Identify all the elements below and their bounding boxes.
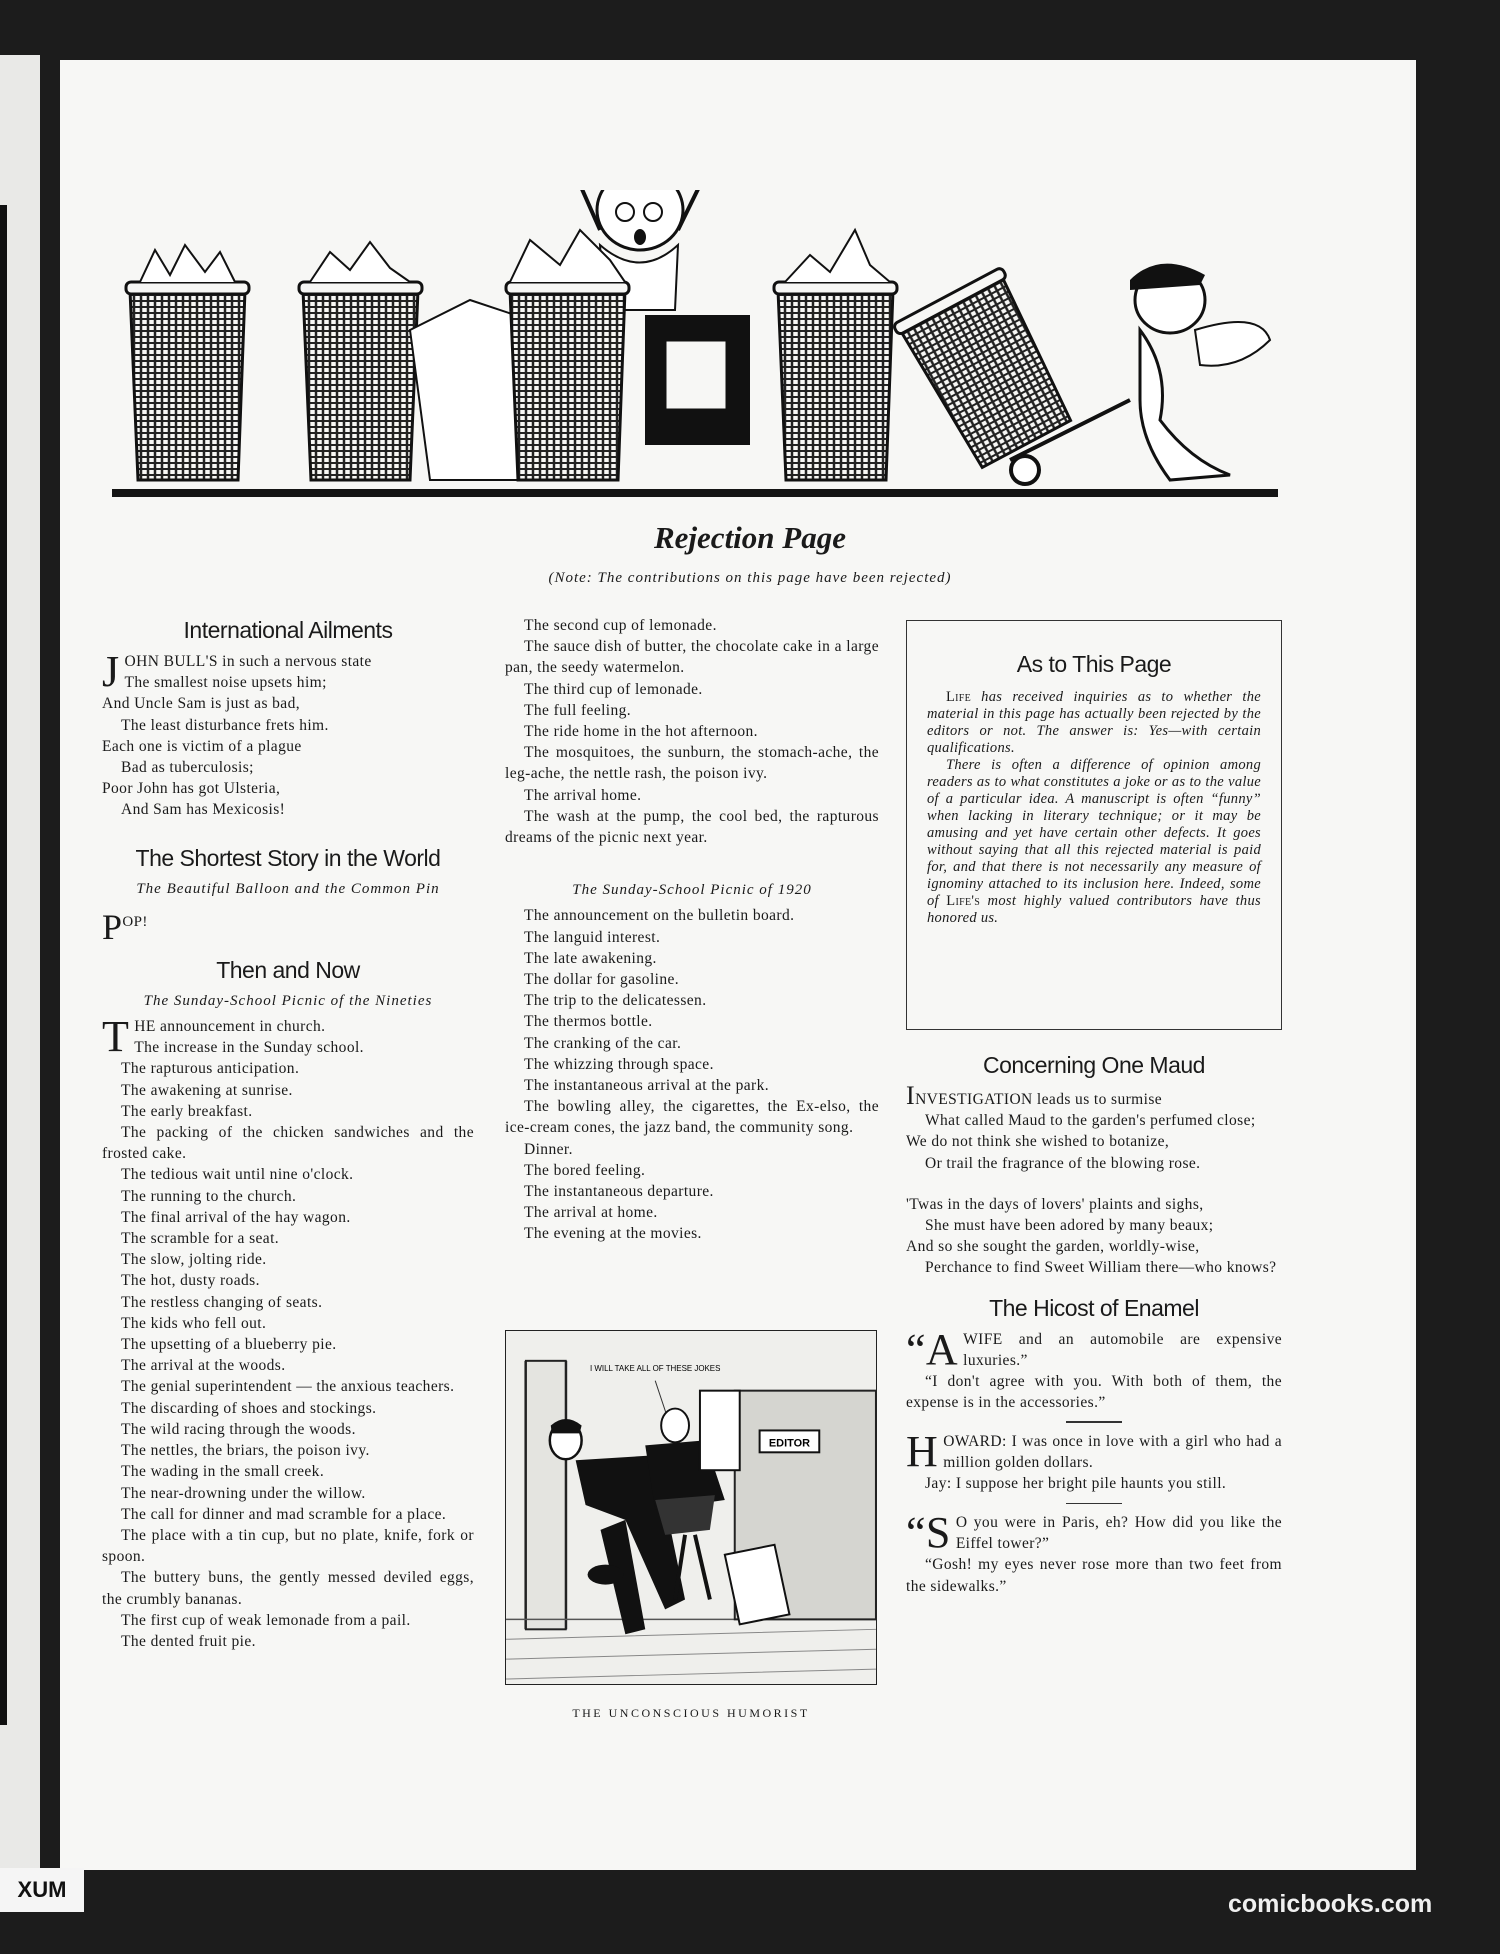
verse-line: 'Twas in the days of lovers' plaints and sighs,: [906, 1195, 1204, 1213]
list-item: The final arrival of the hay wagon.: [121, 1208, 351, 1226]
list-item: The third cup of lemonade.: [524, 680, 703, 698]
joke-3-reply: “Gosh! my eyes never rose more than two feet from the sidewalks.”: [906, 1556, 1282, 1595]
header-rule: [112, 489, 1278, 497]
as-to-this-page-box: [906, 620, 1282, 1030]
maud-stanza-1: [906, 1110, 1282, 1174]
column-3-lower: [906, 1050, 1282, 1597]
page-spine-shadow: [0, 205, 7, 1725]
verse-line: The smallest noise upsets him;: [124, 674, 327, 692]
list-item: The ride home in the hot afternoon.: [524, 723, 758, 741]
maud-first-line: INVESTIGATION leads us to surmise: [906, 1081, 1163, 1110]
list-item: The mosquitoes, the sunburn, the stomach-ache, the leg-ache, the nettle rash, the poison ivy.: [505, 744, 879, 783]
divider: [1066, 1503, 1122, 1505]
wastebasket-4: [774, 230, 897, 480]
list-item: The restless changing of seats.: [121, 1293, 323, 1311]
heading-concerning-one-maud: Concerning One Maud: [983, 1052, 1205, 1078]
list-item: The scramble for a seat.: [121, 1230, 280, 1248]
list-item: The dented fruit pie.: [121, 1632, 256, 1650]
list-item: The slow, jolting ride.: [121, 1251, 267, 1269]
speech-text: I WILL TAKE ALL OF THESE JOKES: [589, 1363, 721, 1373]
picnic-1920-list: [505, 905, 879, 1244]
list-item: The call for dinner and mad scramble for a place.: [121, 1505, 447, 1523]
divider: [1066, 1421, 1122, 1423]
heading-then-and-now: Then and Now: [216, 956, 360, 983]
list-item: The packing of the chicken sandwiches and the frosted cake.: [102, 1124, 474, 1163]
list-item: The first cup of weak lemonade from a pail.: [121, 1611, 411, 1629]
verse-line: We do not think she wished to botanize,: [906, 1133, 1170, 1151]
list-item: The hot, dusty roads.: [121, 1272, 260, 1290]
heading-shortest-story: The Shortest Story in the World: [135, 844, 441, 871]
verse-line: Bad as tuberculosis;: [121, 759, 254, 777]
list-item: The discarding of shoes and stockings.: [121, 1399, 377, 1417]
verse-line: And Uncle Sam is just as bad,: [102, 695, 301, 713]
shortest-story-text: $P^{OP!}$: [102, 906, 148, 947]
then-now-list-continued: [505, 615, 879, 848]
column-1: [102, 615, 474, 1652]
wastebasket-1: [126, 245, 249, 480]
verse-line: And so she sought the garden, worldly-wise,: [906, 1238, 1200, 1256]
heading-international-ailments: International Ailments: [183, 617, 393, 643]
heading-as-to-this-page: As to This Page: [1016, 651, 1172, 677]
list-item: The running to the church.: [121, 1187, 297, 1205]
cartoon-caption: THE UNCONSCIOUS HUMORIST: [572, 1706, 810, 1720]
list-item: The late awakening.: [524, 949, 657, 967]
list-item: The upsetting of a blueberry pie.: [121, 1336, 337, 1354]
list-item: The trip to the delicatessen.: [524, 992, 707, 1010]
list-item: The wild racing through the woods.: [121, 1420, 356, 1438]
joke-3: “S O you were in Paris, eh? How did you like the Eiffel tower?”: [906, 1508, 1282, 1558]
dropcap: J: [102, 647, 120, 696]
list-item: The rapturous anticipation.: [121, 1060, 300, 1078]
verse-line: And Sam has Mexicosis!: [121, 801, 286, 819]
list-item: The nettles, the briars, the poison ivy.: [121, 1442, 370, 1460]
wastebasket-cupids-illustration: [110, 190, 1280, 500]
list-item: The tedious wait until nine o'clock.: [121, 1166, 354, 1184]
unconscious-humorist-cartoon: [505, 1330, 877, 1685]
list-item: The bowling alley, the cigarettes, the Ex-elso, the ice-cream cones, the jazz band, the community song.: [505, 1098, 879, 1137]
joke-2-reply: Jay: I suppose her bright pile haunts you still.: [925, 1475, 1227, 1493]
ailments-first-line: JOHN BULL'S in such a nervous state: [102, 647, 372, 696]
watermark: comicbooks.com: [1228, 1890, 1433, 1918]
list-item: The whizzing through space.: [524, 1055, 714, 1073]
verse-line: She must have been adored by many beaux;: [925, 1217, 1214, 1235]
as-to-this-page-text: Life has received inquiries as to whether the material in this page has actually been rejected by the editors or not. The answer is: Yes—with certain qualifications. There is often a difference of opinion among readers as to what constitutes a joke or as to the value of a particular idea. A manuscript is often “funny” when lacking in literary technique; or it may be amusing and yet have certain other defects. It goes without saying that all this rejected material is paid for, and that there is not necessarily any measure of ignominy attached to its inclusion here. Indeed, some of Life's most highly valued contributors have thus honored us.: [927, 689, 1261, 926]
joke-2: HOWARD: I was once in love with a girl who had a million golden dollars.: [906, 1426, 1282, 1476]
list-item: The arrival home.: [524, 786, 642, 804]
then-and-now-subtitle: The Sunday-School Picnic of the Nineties: [143, 992, 433, 1009]
verse-line: Or trail the fragrance of the blowing rose.: [925, 1154, 1201, 1172]
list-item: The awakening at sunrise.: [121, 1081, 293, 1099]
verse-line: Poor John has got Ulsteria,: [102, 780, 281, 798]
list-item: The arrival at home.: [524, 1204, 658, 1222]
list-item: The sauce dish of butter, the chocolate cake in a large pan, the seedy watermelon.: [505, 638, 879, 677]
verse-line: Each one is victim of a plague: [102, 737, 302, 755]
list-item: The wash at the pump, the cool bed, the rapturous dreams of the picnic next year.: [505, 807, 879, 847]
picnic-1920-subtitle: The Sunday-School Picnic of 1920: [572, 882, 812, 899]
wastebasket-3: [506, 230, 629, 480]
verse-line: What called Maud to the garden's perfumed close;: [925, 1112, 1256, 1130]
list-item: The cranking of the car.: [524, 1034, 682, 1052]
list-item: The place with a tin cup, but no plate, knife, fork or spoon.: [102, 1526, 474, 1566]
shortest-story-subtitle: The Beautiful Balloon and the Common Pin: [136, 880, 440, 897]
list-item: The full feeling.: [524, 701, 632, 719]
list-item: Dinner.: [524, 1140, 573, 1158]
list-item: The languid interest.: [524, 928, 661, 946]
list-item: The bored feeling.: [524, 1161, 646, 1179]
list-item: The second cup of lemonade.: [524, 617, 717, 634]
wastebasket-2: [299, 242, 422, 480]
editor-sign: EDITOR: [768, 1437, 810, 1450]
joke-1-reply: “I don't agree with you. With both of them, the expense is in the accessories.”: [906, 1373, 1282, 1412]
list-item: The dollar for gasoline.: [524, 971, 680, 989]
page-title: Rejection Page: [654, 520, 846, 555]
list-item: The genial superintendent — the anxious teachers.: [121, 1378, 455, 1396]
column-2: [505, 615, 879, 1245]
list-item: The near-drowning under the willow.: [121, 1484, 366, 1502]
list-item: The kids who fell out.: [121, 1314, 267, 1332]
list-item: The announcement on the bulletin board.: [524, 907, 795, 925]
list-item: The wading in the small creek.: [121, 1463, 325, 1481]
page-note: (Note: The contributions on this page have been rejected): [548, 570, 952, 586]
then-now-first-line: THE announcement in church. The increase in the Sunday school.: [102, 1012, 364, 1062]
joke-1: “AWIFE and an automobile are expensive luxuries.”: [906, 1324, 1282, 1374]
cupid-with-hand-truck: [893, 264, 1270, 484]
list-item: The arrival at the woods.: [121, 1357, 286, 1375]
list-item: The early breakfast.: [121, 1102, 253, 1120]
list-item: The thermos bottle.: [524, 1013, 653, 1031]
maud-stanza-2: [906, 1194, 1282, 1279]
list-item: The instantaneous departure.: [524, 1183, 714, 1201]
heading-hicost-of-enamel: The Hicost of Enamel: [989, 1294, 1199, 1321]
then-now-list: [102, 1058, 474, 1652]
verse-line: The least disturbance frets him.: [121, 716, 329, 734]
list-item: The instantaneous arrival at the park.: [524, 1077, 770, 1095]
verse-line: Perchance to find Sweet William there—who knows?: [925, 1259, 1277, 1277]
dropcap: T: [102, 1012, 130, 1062]
list-item: The evening at the movies.: [524, 1225, 702, 1243]
ailments-poem: [102, 672, 474, 820]
left-tab-label: XUM: [0, 1868, 84, 1912]
list-item: The buttery buns, the gently messed deviled eggs, the crumbly bananas.: [102, 1569, 474, 1608]
